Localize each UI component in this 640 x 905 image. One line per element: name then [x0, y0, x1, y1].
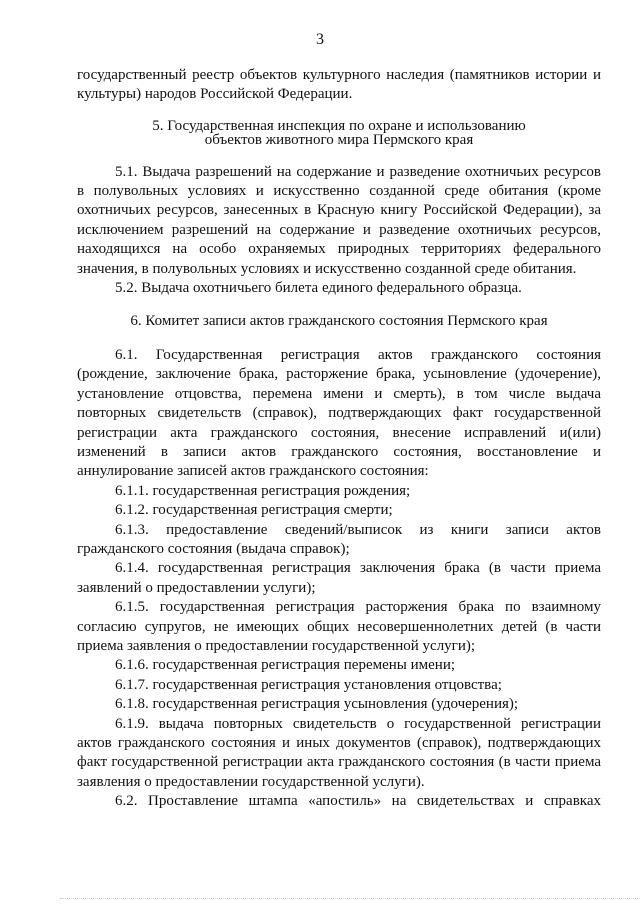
item-6-1-4: 6.1.4. государственная регистрация заключения брака (в части приема заявлений о предоставлении услуги); — [77, 560, 601, 596]
page-number: 3 — [316, 31, 324, 48]
scan-edge-divider — [60, 898, 640, 900]
document-body — [77, 66, 601, 812]
item-6-1-8: 6.1.8. государственная регистрация усыновления (удочерения); — [115, 696, 519, 713]
item-6-1-5: 6.1.5. государственная регистрация расторжения брака по взаимному согласию супругов, не имеющих общих несовершеннолетних детей (в части приема заявления о предоставлении государственной услуги); — [77, 599, 601, 654]
section-6-heading: 6. Комитет записи актов гражданского состояния Пермского края — [130, 313, 548, 330]
item-6-2: 6.2. Проставление штампа «апостиль» на свидетельствах и справках — [115, 793, 601, 810]
item-5-2: 5.2. Выдача охотничьего билета единого федерального образца. — [115, 280, 522, 297]
intro-continuation: государственный реестр объектов культурного наследия (памятников истории и культуры) народов Российской Федерации. — [77, 67, 601, 103]
section-5-heading-line-1: 5. Государственная инспекция по охране и использованию — [152, 117, 526, 134]
item-6-1: 6.1. Государственная регистрация актов гражданского состояния (рождение, заключение брака, расторжение брака, усыновление (удочерение), установление отцовства, перемена имени и смерть), в том числе выдача повторных свидетельств (справок), подтверждающих факт государственной регистрации акта гражданского состояния, внесение исправлений и(или) изменений в записи актов гражданского состояния, восстановление и аннулирование записей актов гражданского состояния: — [77, 346, 601, 480]
item-6-1-7: 6.1.7. государственная регистрация установления отцовства; — [115, 676, 502, 693]
item-5-1: 5.1. Выдача разрешений на содержание и разведение охотничьих ресурсов в полувольных условиях и искусственно созданной среде обитания (кроме охотничьих ресурсов, занесенных в Красную книгу Российской Федерации), за исключением разрешений на содержание и разведение охотничьих ресурсов, находящихся на особо охраняемых природных территориях федерального значения, в полувольных условиях и искусственно созданной среде обитания. — [77, 163, 601, 277]
item-6-1-9: 6.1.9. выдача повторных свидетельств о государственной регистрации актов гражданского состояния и иных документов (справок), подтверждающих факт государственной регистрации акта гражданского состояния (в части приема заявления о предоставлении государственной услуги). — [77, 715, 601, 790]
item-6-1-2: 6.1.2. государственная регистрация смерти; — [115, 502, 393, 519]
section-5-heading-line-2: объектов животного мира Пермского края — [204, 132, 474, 149]
item-6-1-3: 6.1.3. предоставление сведений/выписок из книги записи актов гражданского состояния (выдача справок); — [77, 521, 601, 557]
item-6-1-1: 6.1.1. государственная регистрация рождения; — [115, 482, 411, 499]
item-6-1-6: 6.1.6. государственная регистрация перемены имени; — [115, 657, 456, 674]
